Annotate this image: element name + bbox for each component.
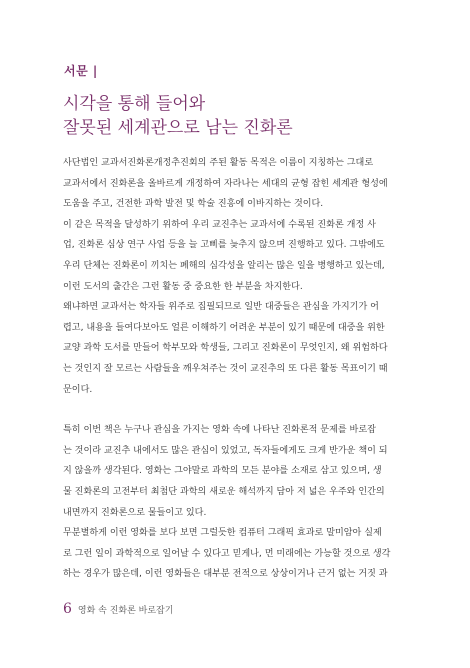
running-title: 영화 속 진화론 바로잡기 <box>77 606 174 616</box>
text-line: 렵고, 내용을 들여다보아도 얼른 이해하기 어려운 부분이 있기 때문에 대중을 위한 <box>63 322 385 333</box>
text-line: 는 것이라 교진추 내에서도 많은 관심이 있었고, 독자들에게도 크게 반가운 책이 되 <box>63 445 388 456</box>
paragraph <box>63 153 411 215</box>
text-line: 도움을 주고, 건전한 과학 발전 및 학술 진흥에 이바지하는 것이다. <box>63 199 324 210</box>
section-label: 서문 | <box>64 64 98 78</box>
text-line: 이런 도서의 출간은 그런 활동 중 중요한 한 부분을 차지한다. <box>63 281 303 292</box>
text-line: 교양 과학 도서를 만들어 학부모와 학생들, 그리고 진화론이 무엇인지, 왜 위험하다 <box>63 343 388 354</box>
text-line: 우리 단체는 진화론이 끼치는 폐해의 심각성을 알리는 많은 일을 병행하고 있는데, <box>63 260 385 271</box>
page-number: 6 <box>63 601 72 617</box>
text-line: 이 같은 목적을 달성하기 위하여 우리 교진추는 교과서에 수록된 진화론 개정 사 <box>63 219 376 230</box>
paragraph-gap <box>63 400 411 420</box>
paragraph <box>63 420 411 523</box>
text-line: 하는 경우가 많은데, 이런 영화들은 대부분 전적으로 상상이거나 근거 없는 거짓 과 <box>63 569 388 580</box>
chapter-title <box>63 92 423 140</box>
text-line: 로 그런 일이 과학적으로 일어날 수 있다고 믿게나, 먼 미래에는 가능할 것으로 생각 <box>63 548 391 559</box>
text-line: 무분별하게 이런 영화를 보다 보면 그럴듯한 컴퓨터 그래픽 효과로 말미암아 실제 <box>63 528 382 539</box>
text-line: 는 것인지 잘 모르는 사람들을 깨우쳐주는 것이 교진추의 또 다른 활동 목표이기 때 <box>63 363 388 374</box>
text-line: 문이다. <box>63 384 93 395</box>
paragraph <box>63 215 411 297</box>
text-line: 사단법인 교과서진화론개정추진회의 주된 활동 목적은 이름이 지칭하는 그대로 <box>63 158 374 168</box>
text-line: 업, 진화론 심상 연구 사업 등을 늘 고삐를 늦추지 않으며 진행하고 있다. 그밖에도 <box>63 240 385 251</box>
text-line: 지 않을까 생각된다. 영화는 그야말로 과학의 모든 분야를 소재로 삼고 있으며, 생 <box>63 466 382 477</box>
text-line: 특히 이번 책은 누구나 관심을 가지는 영화 속에 나타난 진화론적 문제를 바로잡 <box>63 425 376 436</box>
text-line: 물 진화론의 고전부터 최첨단 과학의 새로운 해석까지 담아 저 넓은 우주와 인간의 <box>63 486 385 497</box>
page-footer <box>63 601 173 617</box>
paragraph <box>63 523 411 585</box>
paragraph <box>63 297 411 400</box>
text-line: 왜냐하면 교과서는 학자들 위주로 집필되므로 일반 대중들은 관심을 가지기가 어 <box>63 302 379 313</box>
text-line: 교과서에서 진화론을 올바르게 개정하여 자라나는 세대의 균형 잡힌 세계관 형성에 <box>63 178 388 189</box>
chapter-title-line-2: 잘못된 세계관으로 남는 진화론 <box>63 118 293 138</box>
text-line: 내면까지 진화론으로 물들이고 있다. <box>63 507 207 518</box>
chapter-title-line-1: 시각을 통해 들어와 <box>63 94 206 114</box>
body-text <box>63 153 411 585</box>
